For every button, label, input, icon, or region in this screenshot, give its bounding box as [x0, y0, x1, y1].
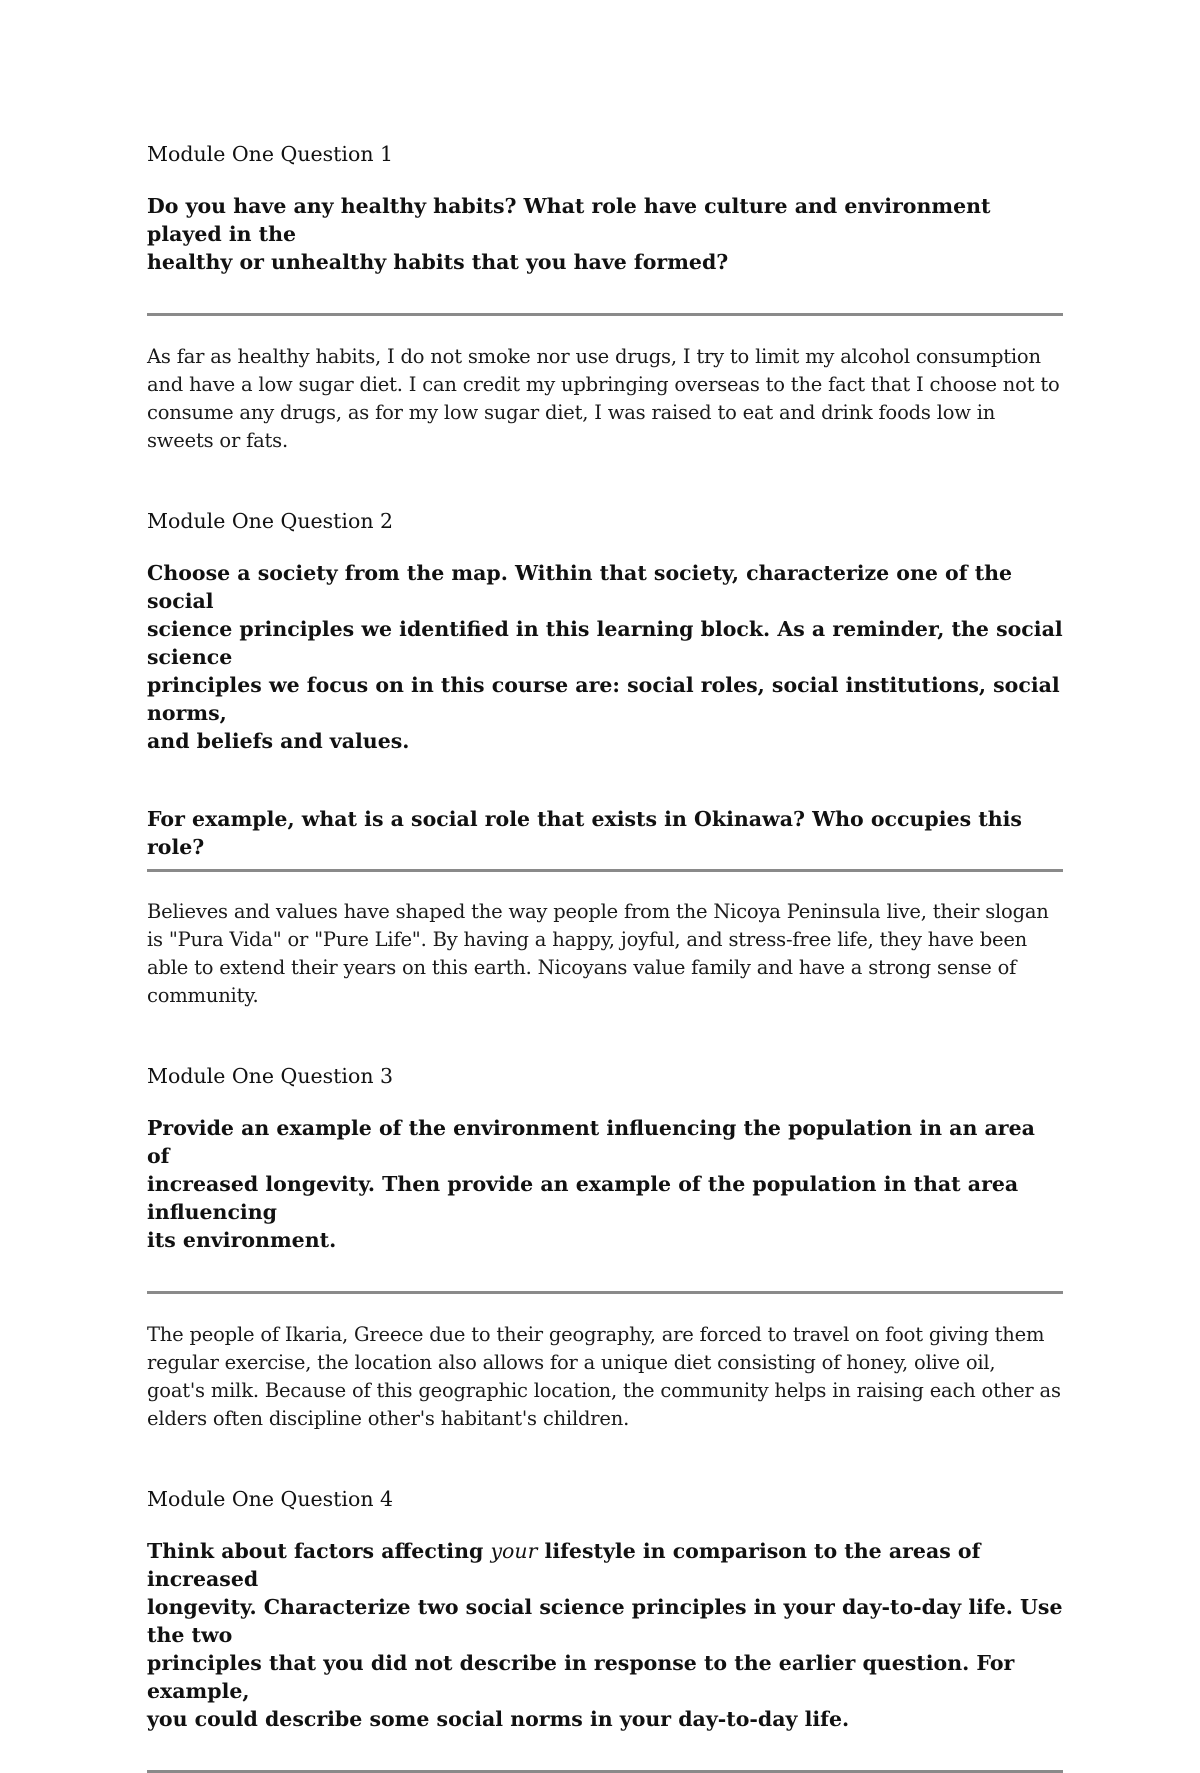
answer-line: The people of Ikaria, Greece due to their geography, are forced to travel on foot giving them: [147, 1323, 1045, 1346]
section-heading: Module One Question 1: [147, 142, 394, 166]
question-example: For example, what is a social role that exists in Okinawa? Who occupies this role?: [147, 807, 1022, 859]
question-line: and beliefs and values.: [147, 729, 410, 753]
answer-line: regular exercise, the location also allows for a unique diet consisting of honey, olive oil,: [147, 1351, 996, 1374]
answer-line: Believes and values have shaped the way people from the Nicoya Peninsula live, their slogan: [147, 900, 1049, 923]
question-text: [147, 1537, 1063, 1733]
question-line: its environment.: [147, 1228, 337, 1252]
question-text: [147, 192, 1063, 276]
answer-text: [147, 898, 1063, 1010]
question-fragment: lifestyle in comparison to the areas of increased: [147, 1539, 981, 1591]
question-emphasis: your: [490, 1539, 538, 1563]
answer-line: As far as healthy habits, I do not smoke nor use drugs, I try to limit my alcohol consumption: [147, 345, 1041, 368]
answer-line: community.: [147, 984, 259, 1007]
answer-line: able to extend their years on this earth. Nicoyans value family and have a strong sense of: [147, 956, 1017, 979]
question-line: increased longevity. Then provide an example of the population in that area influencing: [147, 1172, 1019, 1224]
question-line: you could describe some social norms in your day-to-day life.: [147, 1707, 850, 1731]
question-line: Do you have any healthy habits? What role have culture and environment played in the: [147, 194, 991, 246]
question-fragment: Think about factors affecting: [147, 1539, 491, 1563]
question-text: [147, 559, 1063, 755]
question-text: [147, 1114, 1063, 1254]
answer-text: [147, 1321, 1063, 1433]
section-heading: Module One Question 2: [147, 509, 394, 533]
answer-line: sweets or fats.: [147, 429, 288, 452]
answer-line: is "Pura Vida" or "Pure Life". By having a happy, joyful, and stress-free life, they have been: [147, 928, 1028, 951]
question-line: principles we focus on in this course are: social roles, social institutions, social norms,: [147, 673, 1060, 725]
section-heading: Module One Question 4: [147, 1487, 394, 1511]
question-line: Provide an example of the environment influencing the population in an area of: [147, 1116, 1035, 1168]
answer-line: and have a low sugar diet. I can credit my upbringing overseas to the fact that I choose not to: [147, 373, 1060, 396]
answer-line: goat's milk. Because of this geographic location, the community helps in raising each other as: [147, 1379, 1061, 1402]
question-line: science principles we identified in this learning block. As a reminder, the social science: [147, 617, 1063, 669]
question-line: [147, 1539, 980, 1591]
answer-line: elders often discipline other's habitant's children.: [147, 1407, 630, 1430]
question-line: principles that you did not describe in response to the earlier question. For example,: [147, 1651, 1015, 1703]
answer-line: consume any drugs, as for my low sugar diet, I was raised to eat and drink foods low in: [147, 401, 996, 424]
question-line: Choose a society from the map. Within that society, characterize one of the social: [147, 561, 1013, 613]
document-page: [147, 140, 1063, 1773]
section-heading: Module One Question 3: [147, 1064, 394, 1088]
answer-text: [147, 343, 1063, 455]
question-line: healthy or unhealthy habits that you have formed?: [147, 250, 729, 274]
question-line: longevity. Characterize two social science principles in your day-to-day life. Use the two: [147, 1595, 1063, 1647]
